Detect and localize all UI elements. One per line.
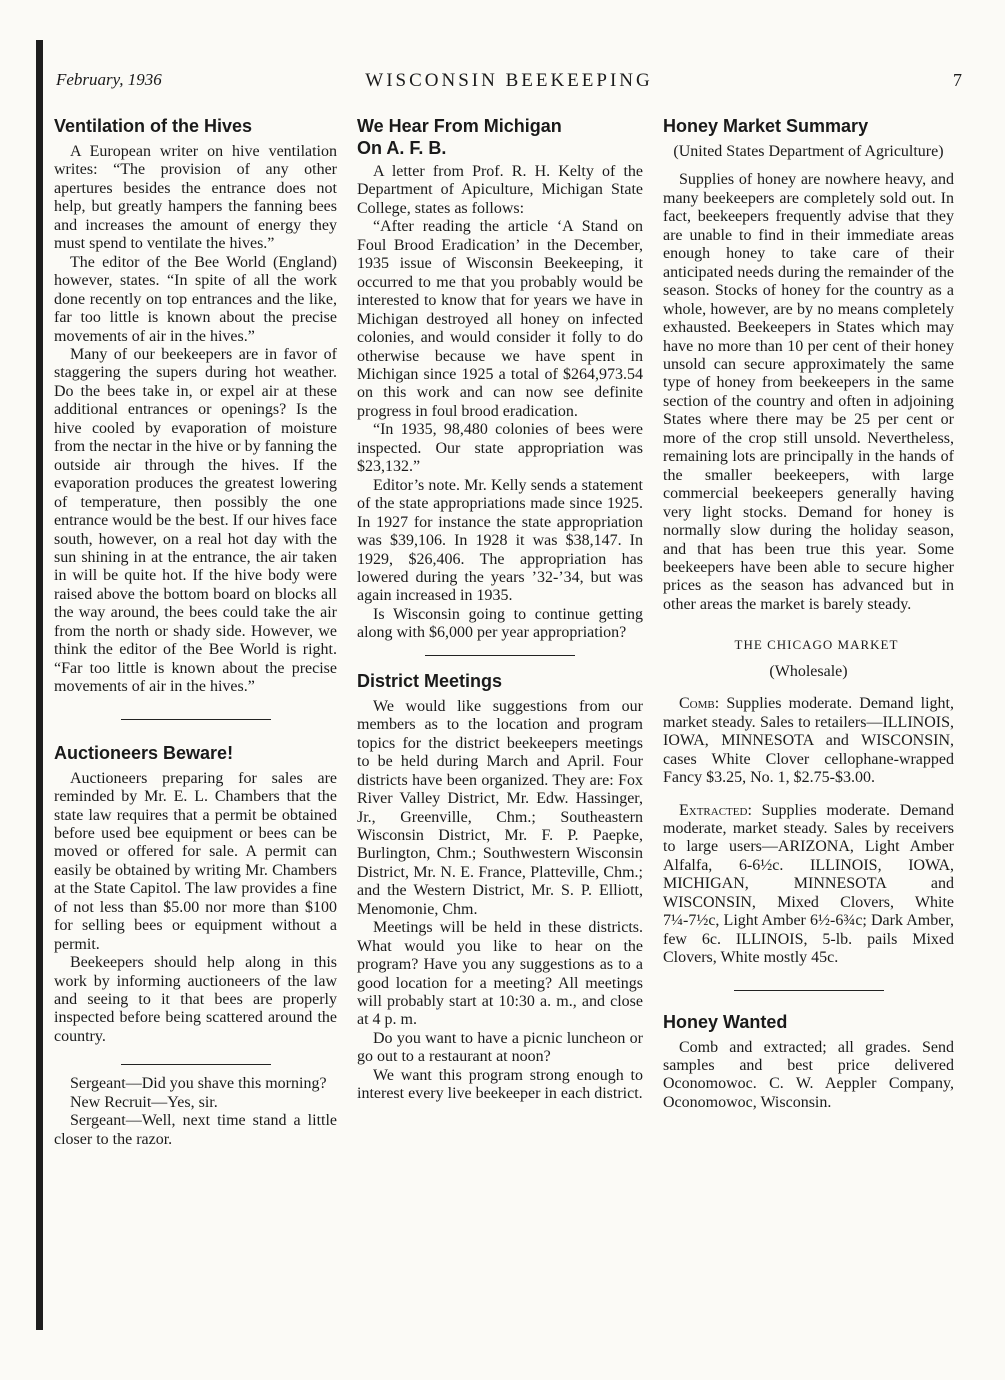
market-summary-subtitle: (United States Department of Agriculture) — [673, 143, 944, 160]
section-divider — [425, 655, 575, 656]
publication-title: WISCONSIN BEEKEEPING — [365, 70, 653, 91]
market-summary-paragraph: Supplies of honey are nowhere heavy, and many beekeepers are completely sold out. In fact, beekeepers frequently advise that they are unable to find in their immediate areas enough honey to take care of their anticipated needs during the remainder of the season. Stocks of honey for the country as a whole, however, are by no means completely exhausted. Beekeepers in States which may have no more than 10 per cent of their honey unsold can secure approximately the same type of honey from beekeepers in the same section of the country and often in adjoining States where there may be 25 per cent or more of the crop still unsold. Nevertheless, remaining lots are principally in the hands of the smaller beekeepers, with large commercial beekeepers generally having very light stocks. Demand for honey is normally slow during the holiday season, and that has been true this year. Some beekeepers have been able to secure higher prices as the season has advanced but in other areas the market is barely steady. — [663, 171, 954, 613]
michigan-paragraph: Is Wisconsin going to continue getting along with $6,000 per year appropriation? — [357, 605, 643, 642]
section-divider — [121, 1064, 271, 1065]
issue-date: February, 1936 — [56, 70, 162, 89]
extracted-label: Extracted — [679, 801, 748, 819]
district-paragraph: We would like suggestions from our members as to the location and program topics for the district beekeepers meetings to be held during March and April. Four districts have been organized. They are: Fox River Valley District, Mr. Edw. Hassinger, Jr., Greenville, Chm.; Southeastern Wisconsin District, Mr. F. P. Paepke, Burlington, Chm.; Southwestern Wisconsin District, Mr. N. E. France, Platteville, Chm.; and the Western District, Mr. S. P. Elliott, Menomonie, Chm. — [357, 697, 643, 918]
extracted-text: : Supplies moderate. Demand moderate, market steady. Sales by receivers to large users—ARIZONA, Light Amber Alfalfa, 6-6½c. ILLINOIS, IOWA, MICHIGAN, MINNESOTA and WISCONSIN, Mixed Clovers, White 7¼-7½c, Light Amber 6½-6¾c; Dark Amber, few 6c. ILLINOIS, 5-lb. pails Mixed Clovers, White mostly 45c. — [663, 801, 954, 967]
joke-line: Sergeant—Well, next time stand a little closer to the razor. — [54, 1112, 337, 1148]
michigan-heading-line1: We Hear From Michigan — [357, 116, 562, 136]
ventilation-heading: Ventilation of the Hives — [54, 116, 253, 136]
binding-edge — [36, 40, 43, 1330]
michigan-heading-line2: On A. F. B. — [357, 138, 447, 158]
michigan-paragraph: “After reading the article ‘A Stand on Foul Brood Eradication’ in the December, 1935 issue of Wisconsin Beekeeping, it occurred to me that you probably would be interested to know that for years we have in Michigan destroyed all honey on infected colonies, and would consider it folly to do otherwise because we have spent in Michigan since 1925 a total of $264,973.54 on this work and can now see definite progress in foul brood eradication. — [357, 218, 643, 420]
auctioneers-paragraph: Auctioneers preparing for sales are reminded by Mr. E. L. Chambers that the state law requires that a permit be obtained before used bee equipment or bees can be moved or offered for sale. A permit can easily be obtained by writing Mr. Chambers at the State Capitol. The law provides a fine of not less than $5.00 nor more than $100 for selling bees or equipment without a permit. — [54, 769, 337, 953]
column-1 — [54, 115, 337, 1149]
page-number: 7 — [953, 70, 962, 90]
honey-wanted-heading: Honey Wanted — [663, 1011, 788, 1032]
honey-wanted-paragraph: Comb and extracted; all grades. Send samples and best price delivered Oconomowoc. C. W. Aeppler Company, Oconomowoc, Wisconsin. — [663, 1038, 954, 1111]
michigan-paragraph: A letter from Prof. R. H. Kelty of the Department of Apiculture, Michigan State College, states as follows: — [357, 163, 643, 217]
michigan-paragraph: Editor’s note. Mr. Kelly sends a statement of the state appropriations made since 1925. In 1927 for instance the state appropriation was $39,106. In 1928 it was $38,147. In 1929, $26,406. The appropriation has lowered during the years ’32-’34, but was again increased in 1935. — [357, 476, 643, 605]
chicago-market-heading: THE CHICAGO MARKET — [734, 637, 899, 653]
auctioneers-heading: Auctioneers Beware! — [54, 742, 234, 763]
section-divider — [734, 990, 884, 991]
column-2 — [357, 115, 643, 1104]
ventilation-paragraph: A European writer on hive ventilation writes: “The provision of any other apertures besides the entrance does not help, but greatly hampers the fanning bees and increases the amount of energy they must spend to ventilate the hives.” — [54, 143, 337, 253]
ventilation-paragraph: Many of our beekeepers are in favor of staggering the supers during hot weather. Do the bees take in, or expel air at these additional entrances or openings? Is the hive cooled by evaporation of moisture from the nectar in the hive or by fanning the outside air through the hives. If the evaporation produces the greatest lowering of temperature, then possibly the one entrance would be the best. If our hives face south, however, on a real hot day with the sun shining in at the entrance, the air taken in will be quite hot. If the hive body were raised above the bottom board on blocks all the way around, the bees could take the air from the north or shady side. However, we think the editor of the Bee World is right. “Far too little is known about the precise movements of air in the hives.” — [54, 345, 338, 696]
district-paragraph: We want this program strong enough to interest every live beekeeper in each district. — [357, 1066, 643, 1103]
comb-paragraph — [663, 695, 954, 787]
chicago-market-subtitle: (Wholesale) — [769, 662, 848, 680]
extracted-paragraph — [663, 802, 954, 968]
page-header — [56, 70, 962, 98]
market-summary-heading: Honey Market Summary — [663, 116, 869, 136]
joke-line: Sergeant—Did you shave this morning? — [70, 1075, 327, 1093]
ventilation-paragraph: The editor of the Bee World (England) however, states. “In spite of all the work done recently on top entrances and the like, far too little is known about the precise movements of air in the hives.” — [54, 253, 337, 345]
comb-label: Comb — [679, 695, 715, 713]
comb-text: : Supplies moderate. Demand light, market steady. Sales to retailers—ILLINOIS, IOWA, MINNESOTA and WISCONSIN, cases White Clover cellophane-wrapped Fancy $3.25, No. 1, $2.75-$3.00. — [663, 695, 954, 787]
district-paragraph: Meetings will be held in these districts. What would you like to hear on the program? Have you any suggestions as to a good location for a meeting? All meetings will probably start at 10:30 a. m., and close at 4 p. m. — [357, 919, 643, 1029]
auctioneers-paragraph: Beekeepers should help along in this work by informing auctioneers of the law and seeing to it that bees are properly inspected before being scattered around the country. — [54, 954, 337, 1045]
section-divider — [121, 719, 271, 720]
michigan-paragraph: “In 1935, 98,480 colonies of bees were inspected. Our state appropriation was $23,132.” — [357, 421, 643, 476]
column-3 — [663, 115, 954, 1112]
joke-line: New Recruit—Yes, sir. — [70, 1093, 218, 1111]
district-heading: District Meetings — [357, 670, 503, 691]
district-paragraph: Do you want to have a picnic luncheon or go out to a restaurant at noon? — [357, 1029, 643, 1066]
michigan-heading — [357, 115, 643, 159]
